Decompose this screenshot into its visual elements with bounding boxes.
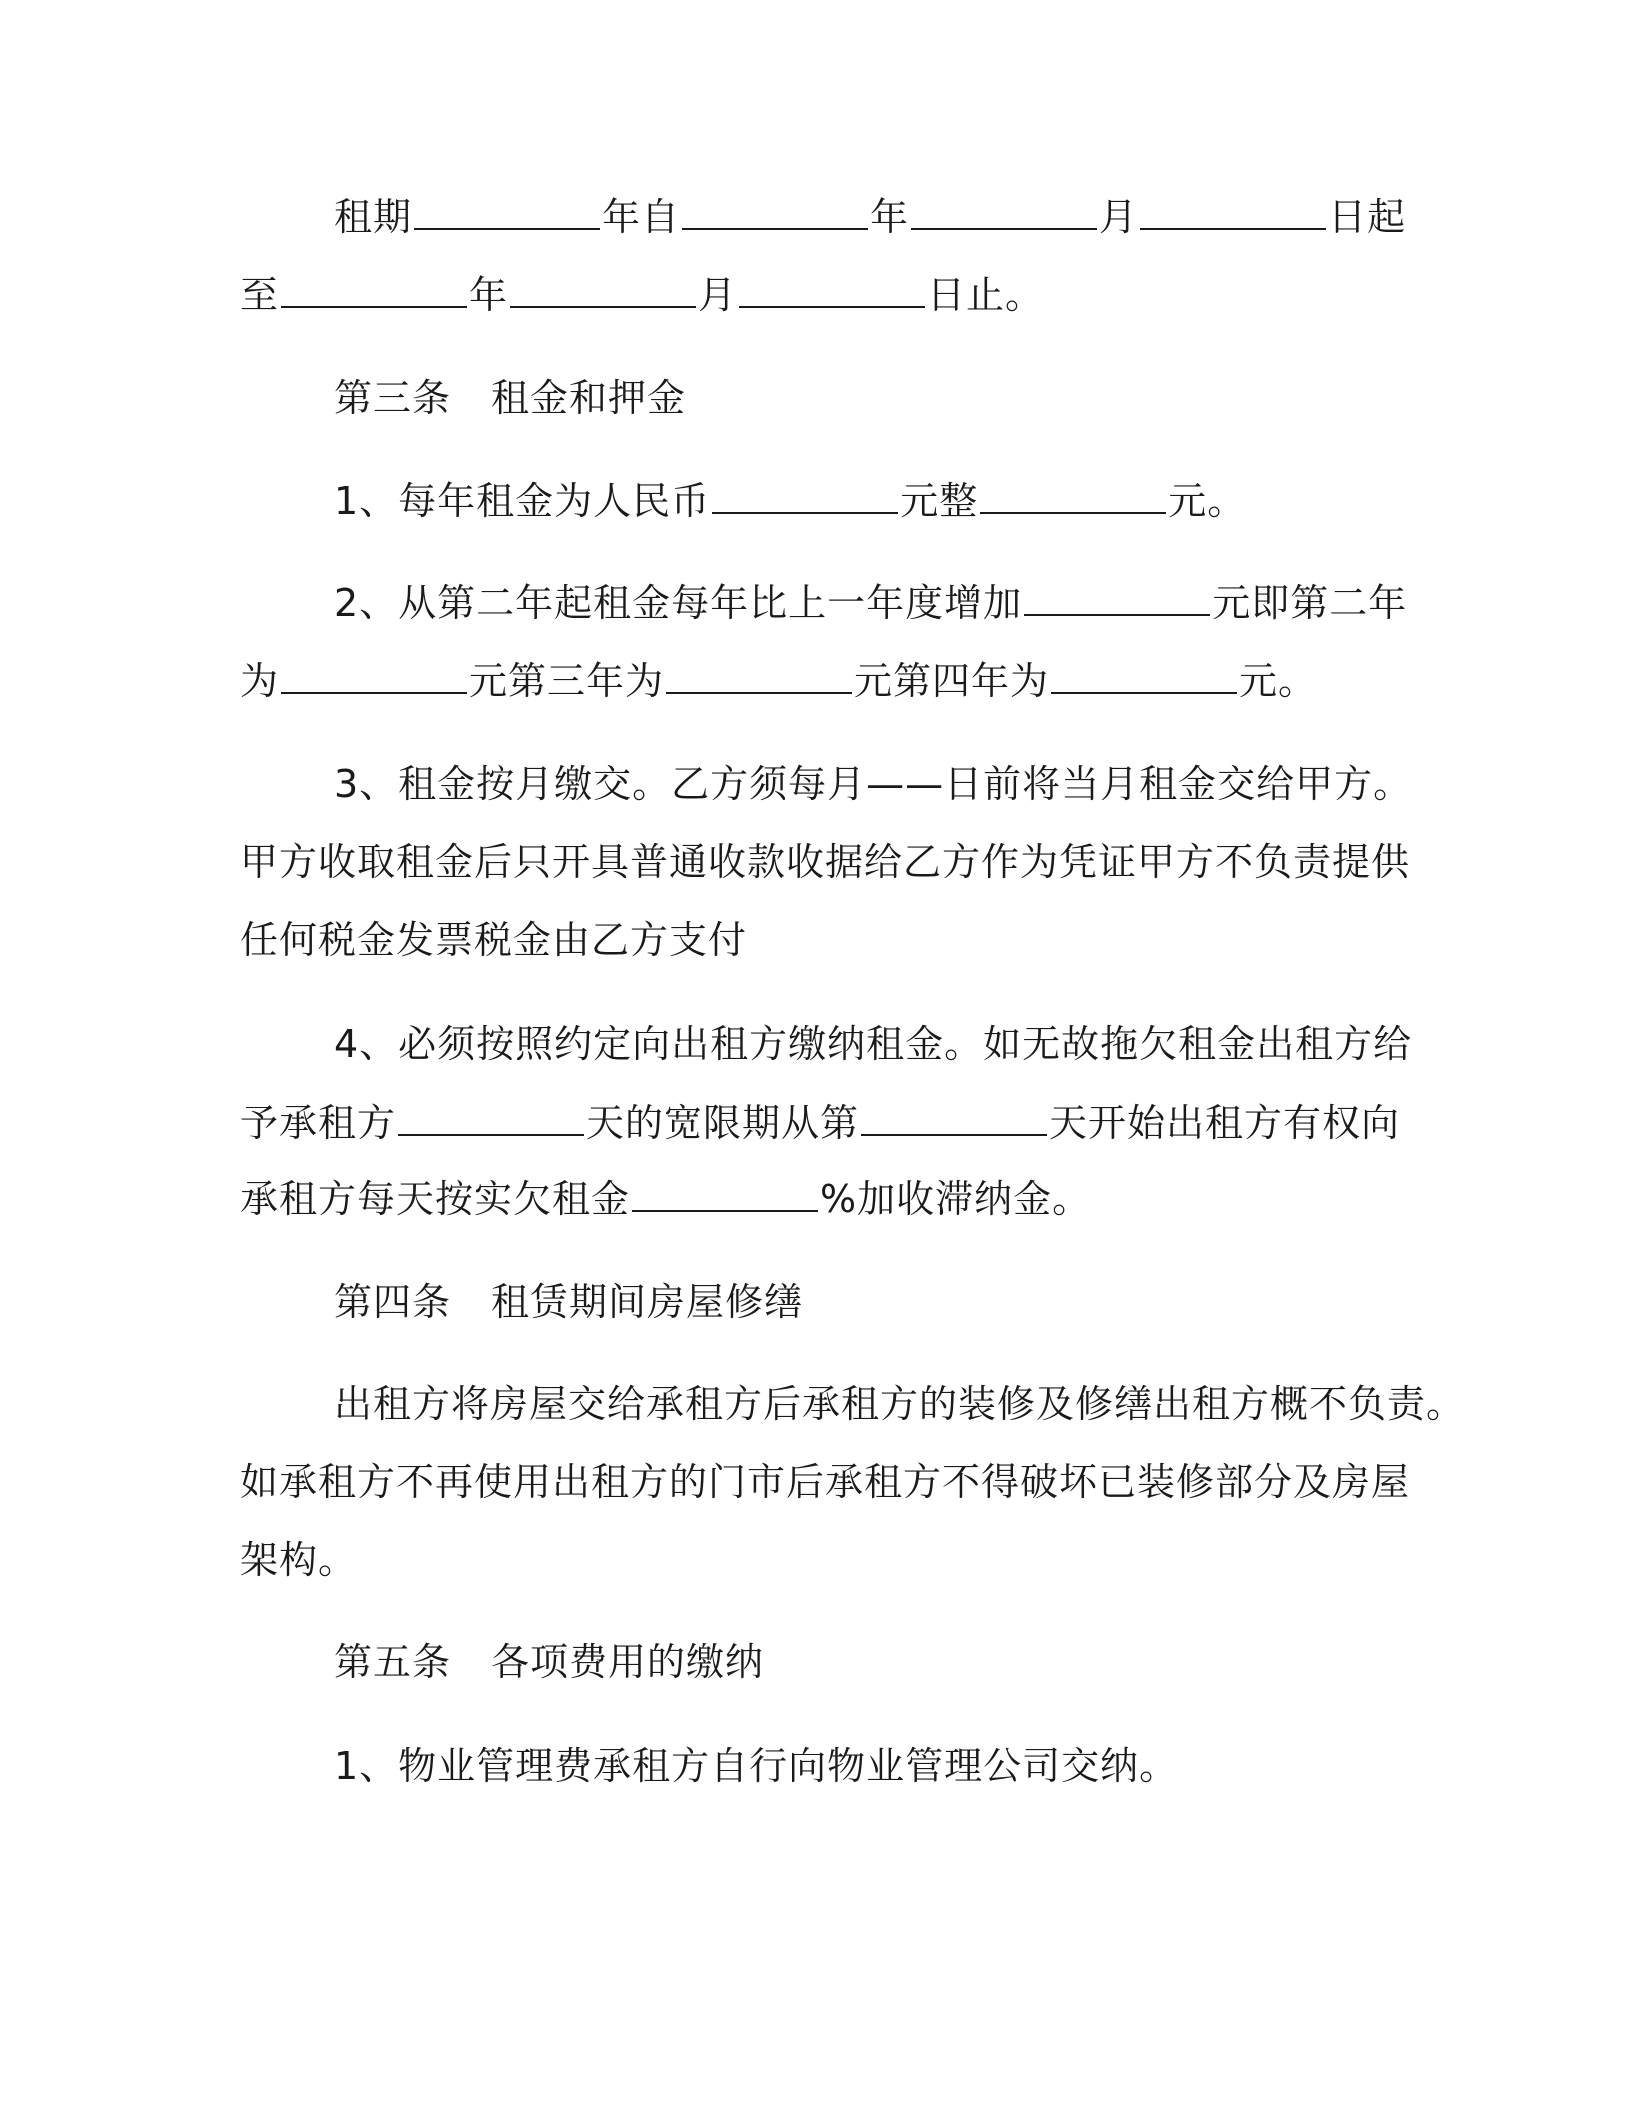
text-segment: 1、每年租金为人民币 (334, 479, 711, 523)
fill-in-blank (281, 654, 467, 694)
article-number: 第三条 (334, 376, 452, 420)
fill-in-blank (739, 268, 925, 308)
fill-in-blank (1024, 576, 1210, 616)
text-segment: 元第四年为 (854, 659, 1050, 703)
text-segment: 予承租方 (240, 1101, 397, 1145)
fill-in-blank (682, 190, 868, 230)
text-segment: 天开始出租方有权向 (1049, 1101, 1401, 1145)
text-segment: 租期 (334, 195, 413, 239)
article-3-heading (334, 372, 686, 424)
text-segment: 2、从第二年起租金每年比上一年度增加 (334, 581, 1023, 625)
text-segment: 元。 (1168, 479, 1247, 523)
article-4-heading (334, 1276, 803, 1328)
fill-in-blank (398, 1096, 584, 1136)
article-3-item-1 (334, 474, 1246, 527)
article-number: 第四条 (334, 1280, 452, 1324)
text-segment: 元即第二年 (1212, 581, 1408, 625)
text-segment: 年 (469, 273, 509, 317)
text-segment: 天的宽限期从第 (586, 1101, 860, 1145)
fill-in-blank (632, 1172, 818, 1212)
article-4-line-1: 出租方将房屋交给承租方后承租方的装修及修缮出租方概不负责。 (334, 1382, 1466, 1426)
article-title: 各项费用的缴纳 (491, 1640, 765, 1684)
text-segment: 为 (240, 659, 280, 703)
fill-in-blank (666, 654, 852, 694)
article-3-item-3-line-1: 3、租金按月缴交。乙方须每月——日前将当月租金交给甲方。 (334, 762, 1413, 806)
article-3-item-4-line-2 (240, 1096, 1400, 1149)
text-segment: 日起 (1328, 195, 1407, 239)
text-segment: 月 (1099, 195, 1139, 239)
fill-in-blank (712, 474, 898, 514)
article-title: 租金和押金 (491, 376, 687, 420)
article-title: 租赁期间房屋修缮 (491, 1280, 804, 1324)
fill-in-blank (510, 268, 696, 308)
article-3-item-4-line-3 (240, 1172, 1091, 1225)
text-segment: 日止。 (927, 273, 1045, 317)
text-segment: 元整 (900, 479, 979, 523)
text-segment: 元。 (1239, 659, 1318, 703)
article-3-item-3-line-3: 任何税金发票税金由乙方支付 (240, 918, 748, 962)
article-4-line-2: 如承租方不再使用出租方的门市后承租方不得破坏已装修部分及房屋 (240, 1460, 1411, 1504)
article-3-item-2-line-1 (334, 576, 1407, 629)
article-number: 第五条 (334, 1640, 452, 1684)
fill-in-blank (861, 1096, 1047, 1136)
fill-in-blank (414, 190, 600, 230)
text-segment: 年自 (602, 195, 681, 239)
article-4-line-3: 架构。 (240, 1538, 358, 1582)
text-segment: 年 (870, 195, 910, 239)
text-segment: %加收滞纳金。 (820, 1177, 1092, 1221)
lease-term-line-2 (240, 268, 1044, 321)
text-segment: 承租方每天按实欠租金 (240, 1177, 631, 1221)
fill-in-blank (281, 268, 467, 308)
text-segment: 至 (240, 273, 280, 317)
article-3-item-4-line-1: 4、必须按照约定向出租方缴纳租金。如无故拖欠租金出租方给 (334, 1022, 1413, 1066)
lease-term-line-1 (334, 190, 1406, 243)
fill-in-blank (1140, 190, 1326, 230)
article-3-item-2-line-2 (240, 654, 1317, 707)
fill-in-blank (1051, 654, 1237, 694)
text-segment: 元第三年为 (469, 659, 665, 703)
article-5-item-1: 1、物业管理费承租方自行向物业管理公司交纳。 (334, 1744, 1179, 1788)
article-3-item-3-line-2: 甲方收取租金后只开具普通收款收据给乙方作为凭证甲方不负责提供 (240, 840, 1411, 884)
article-5-heading (334, 1636, 764, 1688)
fill-in-blank (980, 474, 1166, 514)
text-segment: 月 (698, 273, 738, 317)
fill-in-blank (911, 190, 1097, 230)
